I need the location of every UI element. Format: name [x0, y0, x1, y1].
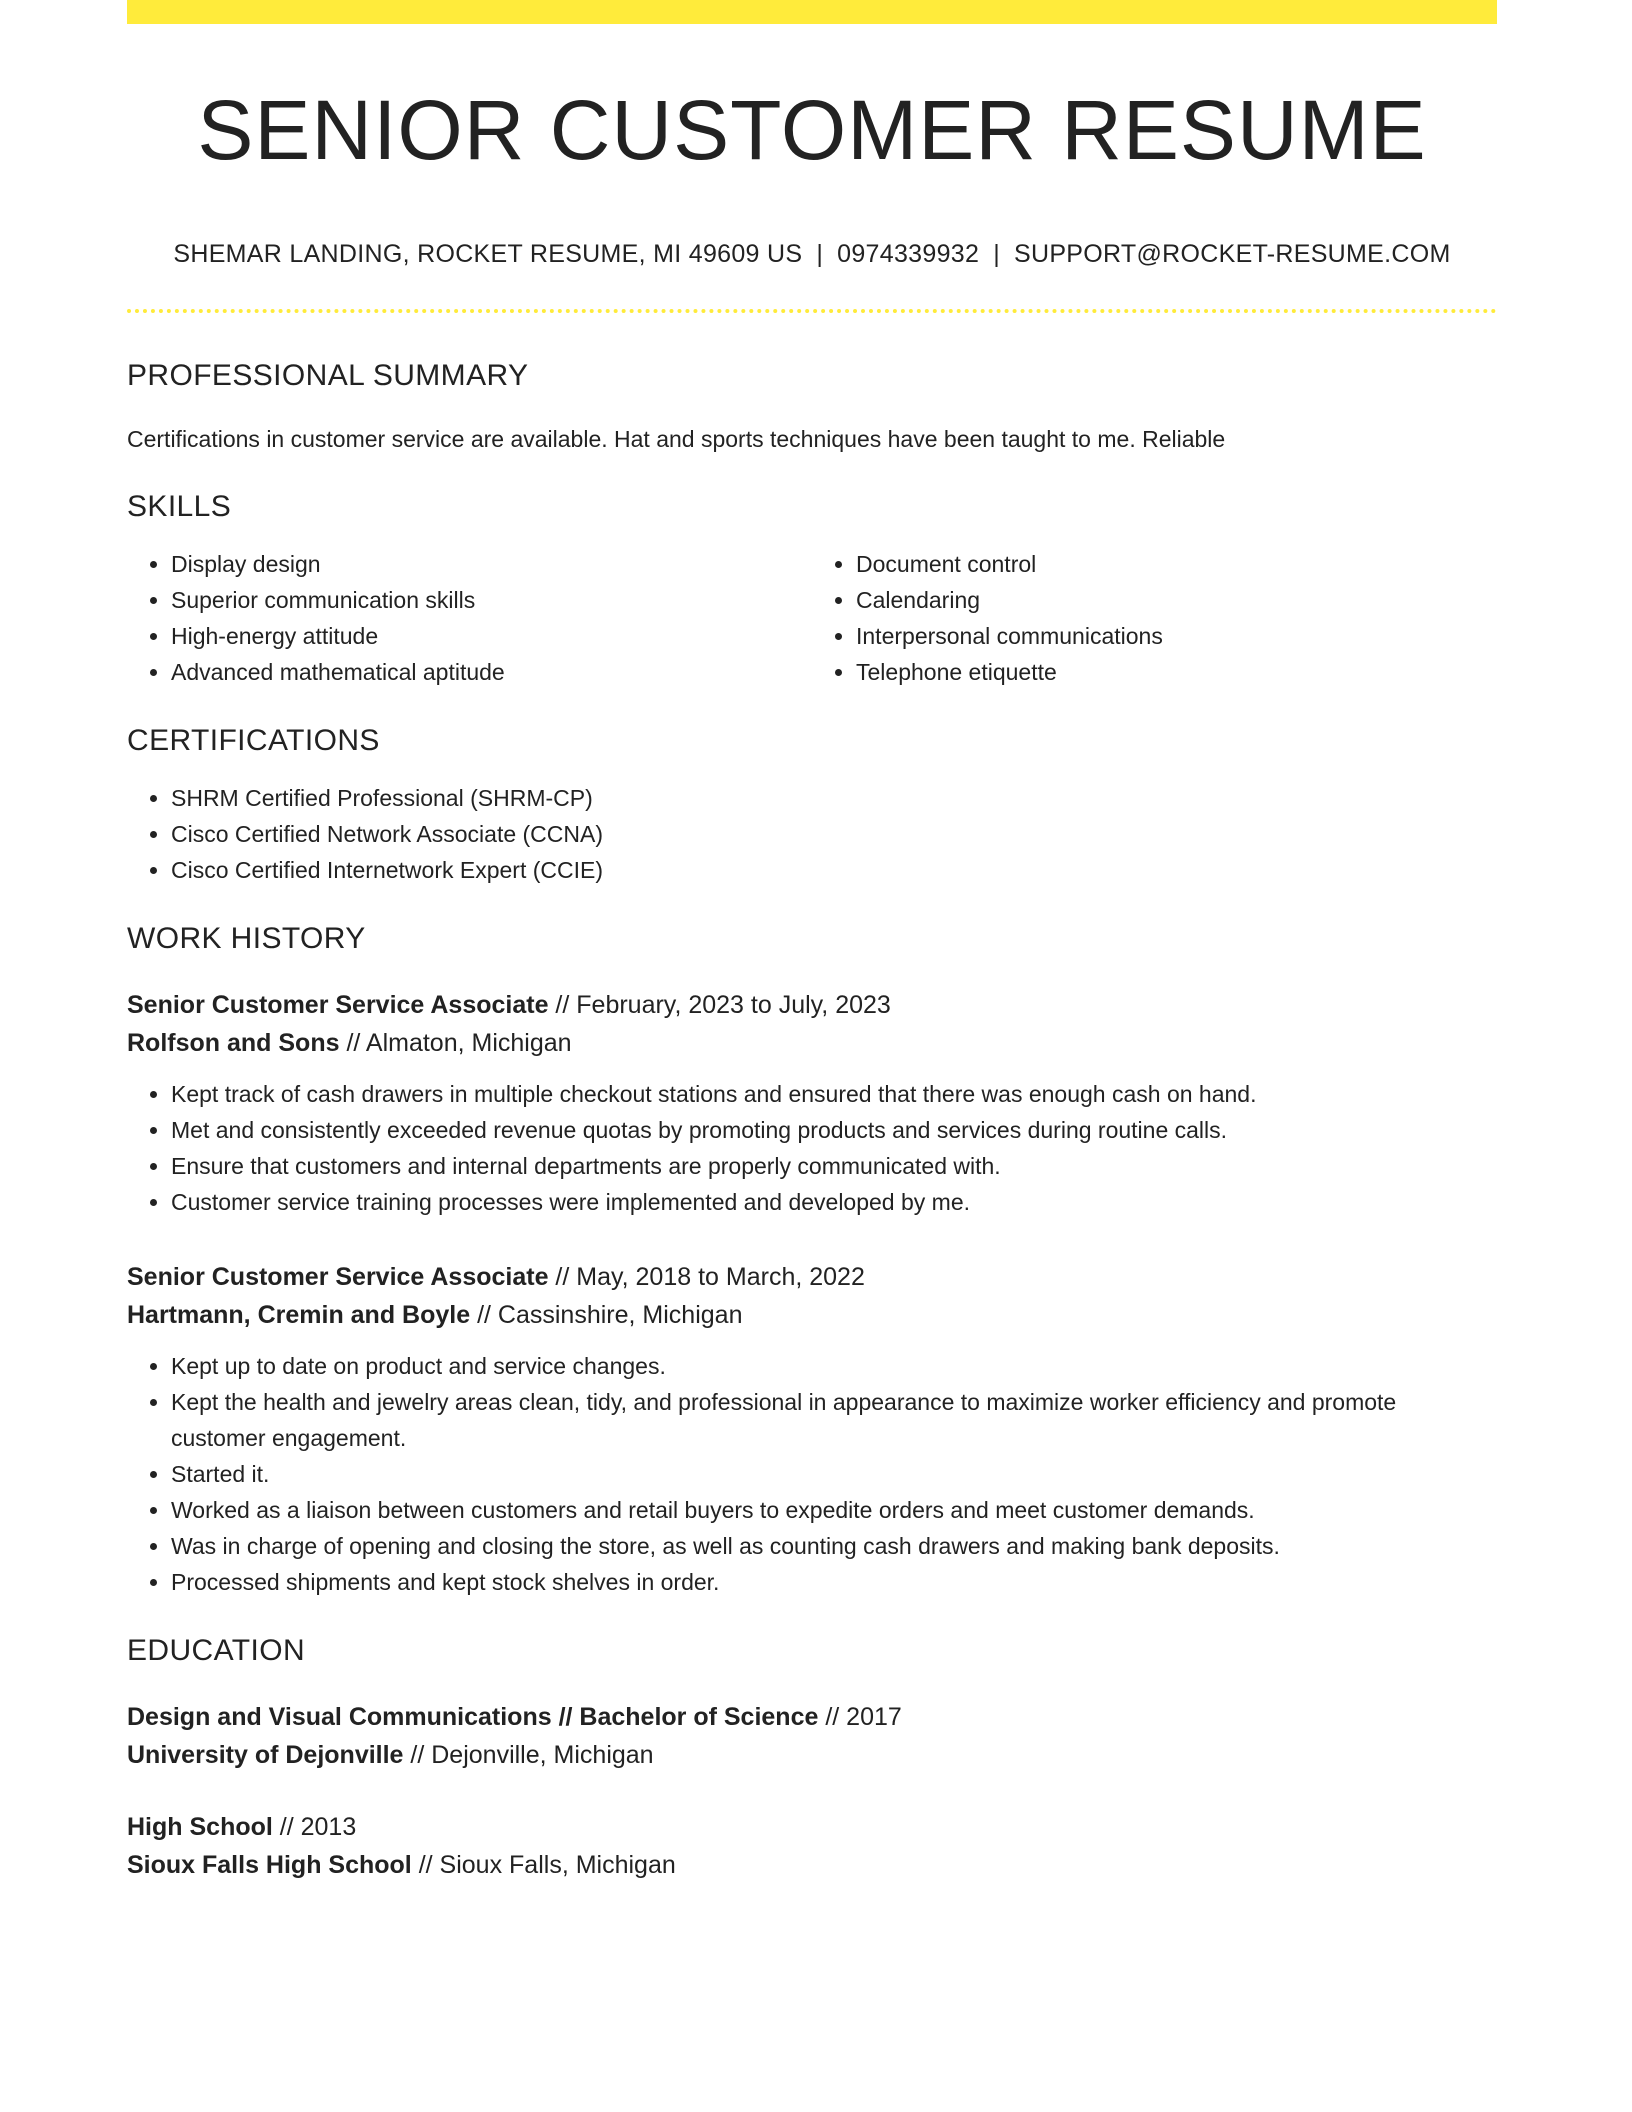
- education-degree: Design and Visual Communications // Bachelor of Science: [127, 1702, 819, 1731]
- certifications-list: [127, 780, 1497, 888]
- job-bullet: • Ensure that customers and internal departments are properly communicated with.: [171, 1148, 1497, 1184]
- education-school: University of Dejonville: [127, 1740, 404, 1769]
- education-entry: [127, 1698, 1497, 1774]
- education-entry: [127, 1808, 1497, 1884]
- contact-separator: |: [816, 240, 824, 269]
- job-company-line: [127, 1024, 1497, 1062]
- education-school: Sioux Falls High School: [127, 1850, 412, 1879]
- skills-heading: SKILLS: [127, 489, 232, 523]
- job-bullet: • Was in charge of opening and closing the store, as well as counting cash drawers and making bank deposits.: [171, 1528, 1497, 1564]
- job-bullet: • Worked as a liaison between customers and retail buyers to expedite orders and meet customer demands.: [171, 1492, 1497, 1528]
- contact-separator: |: [993, 240, 1000, 269]
- dotted-divider: [127, 309, 1497, 313]
- certification-item: • Cisco Certified Internetwork Expert (CCIE): [171, 852, 1497, 888]
- skill-item: • Telephone etiquette: [856, 654, 1497, 690]
- job-bullets: [127, 1076, 1497, 1220]
- education-location: // Sioux Falls, Michigan: [411, 1850, 676, 1879]
- job-title-line: [127, 986, 1497, 1024]
- job-dates: // May, 2018 to March, 2022: [548, 1262, 865, 1291]
- accent-top-bar: [127, 0, 1497, 24]
- work-history-heading: WORK HISTORY: [127, 921, 366, 955]
- education-school-line: [127, 1846, 1497, 1884]
- job-bullet: • Kept up to date on product and service changes.: [171, 1348, 1497, 1384]
- job-entry: [127, 986, 1497, 1220]
- education-school-line: [127, 1736, 1497, 1774]
- job-title: Senior Customer Service Associate: [127, 990, 549, 1019]
- job-bullet: • Customer service training processes were implemented and developed by me.: [171, 1184, 1497, 1220]
- contact-line: [127, 240, 1497, 269]
- job-bullet: • Met and consistently exceeded revenue quotas by promoting products and services during routine calls.: [171, 1112, 1497, 1148]
- education-year: // 2017: [818, 1702, 902, 1731]
- summary-text: Certifications in customer service are available. Hat and sports techniques have been taught to me. Reliable: [127, 426, 1226, 453]
- skill-item: • Document control: [856, 546, 1497, 582]
- job-dates: // February, 2023 to July, 2023: [548, 990, 891, 1019]
- job-location: // Almaton, Michigan: [339, 1028, 572, 1057]
- skill-item: • Interpersonal communications: [856, 618, 1497, 654]
- job-title: Senior Customer Service Associate: [127, 1262, 549, 1291]
- skills-list-right: [812, 546, 1497, 690]
- contact-address: SHEMAR LANDING, ROCKET RESUME, MI 49609 US: [173, 240, 803, 269]
- education-degree-line: [127, 1808, 1497, 1846]
- skill-item: • Advanced mathematical aptitude: [171, 654, 812, 690]
- job-entry: [127, 1258, 1497, 1600]
- job-company-line: [127, 1296, 1497, 1334]
- job-company: Hartmann, Cremin and Boyle: [127, 1300, 471, 1329]
- resume-title: SENIOR CUSTOMER RESUME: [197, 83, 1427, 177]
- skills-grid: [127, 546, 1497, 690]
- summary-heading: PROFESSIONAL SUMMARY: [127, 359, 529, 393]
- job-company: Rolfson and Sons: [127, 1028, 340, 1057]
- contact-email: SUPPORT@ROCKET-RESUME.COM: [1013, 240, 1451, 269]
- skill-item: • Display design: [171, 546, 812, 582]
- certification-item: • Cisco Certified Network Associate (CCNA): [171, 816, 1497, 852]
- education-degree: High School: [127, 1812, 273, 1841]
- certifications-heading: CERTIFICATIONS: [127, 723, 380, 757]
- education-year: // 2013: [272, 1812, 357, 1841]
- skills-list-left: [127, 546, 812, 690]
- job-title-line: [127, 1258, 1497, 1296]
- skill-item: • High-energy attitude: [171, 618, 812, 654]
- education-heading: EDUCATION: [127, 1633, 306, 1667]
- resume-page: [127, 0, 1497, 1884]
- job-location: // Cassinshire, Michigan: [470, 1300, 743, 1329]
- education-degree-line: [127, 1698, 1497, 1736]
- job-bullet: • Kept the health and jewelry areas clean, tidy, and professional in appearance to maximize worker efficiency and promote customer engagement.: [171, 1384, 1497, 1456]
- education-location: // Dejonville, Michigan: [403, 1740, 654, 1769]
- job-bullet: • Started it.: [171, 1456, 1497, 1492]
- contact-phone: 0974339932: [837, 240, 980, 269]
- job-bullet: • Kept track of cash drawers in multiple checkout stations and ensured that there was enough cash on hand.: [171, 1076, 1497, 1112]
- job-bullets: [127, 1348, 1497, 1600]
- certification-item: • SHRM Certified Professional (SHRM-CP): [171, 780, 1497, 816]
- skill-item: • Calendaring: [856, 582, 1497, 618]
- job-bullet: • Processed shipments and kept stock shelves in order.: [171, 1564, 1497, 1600]
- skill-item: • Superior communication skills: [171, 582, 812, 618]
